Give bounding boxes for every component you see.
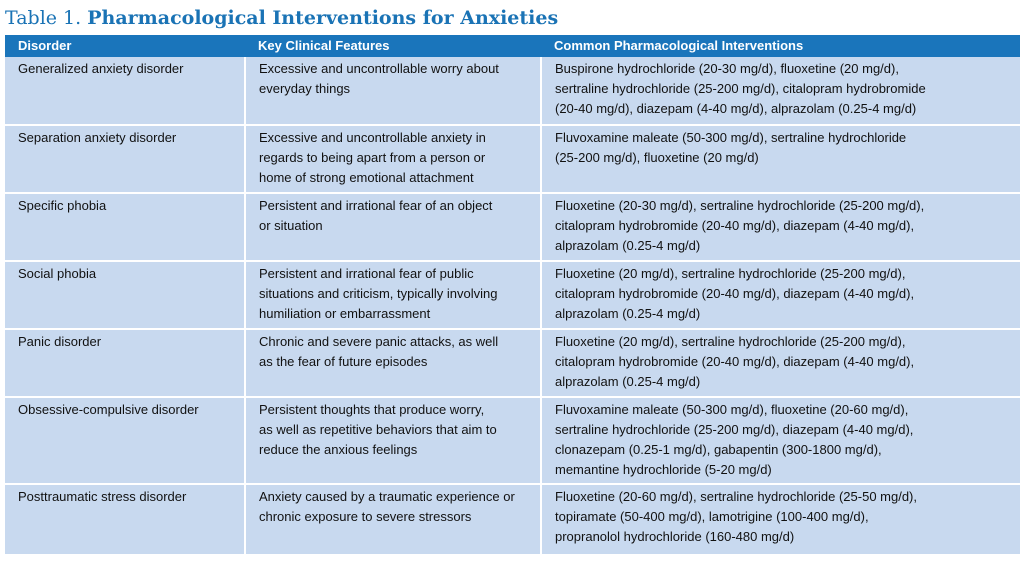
- features-cell: [245, 125, 541, 193]
- table-row: [5, 484, 1020, 554]
- table-title-text: Pharmacological Interventions for Anxieties: [87, 7, 559, 29]
- interventions-table: [5, 35, 1020, 554]
- features-line: Persistent and irrational fear of public: [259, 266, 474, 281]
- disorder-cell: [5, 484, 245, 554]
- interventions-line: Fluoxetine (20-30 mg/d), sertraline hydrochloride (25-200 mg/d),: [555, 198, 925, 213]
- interventions-cell: [541, 329, 1020, 397]
- interventions-cell: [541, 397, 1020, 484]
- header-disorder: Disorder: [5, 35, 245, 57]
- features-cell: [245, 329, 541, 397]
- header-features: Key Clinical Features: [245, 35, 541, 57]
- features-line: regards to being apart from a person or: [259, 150, 486, 165]
- features-cell: [245, 397, 541, 484]
- table-row: [5, 261, 1020, 329]
- interventions-line: propranolol hydrochloride (160-480 mg/d): [555, 529, 795, 544]
- features-line: Excessive and uncontrollable anxiety in: [259, 130, 486, 145]
- disorder-text: Posttraumatic stress disorder: [18, 489, 187, 504]
- interventions-line: Buspirone hydrochloride (20-30 mg/d), fluoxetine (20 mg/d),: [555, 61, 899, 76]
- interventions-line: alprazolam (0.25-4 mg/d): [555, 306, 701, 321]
- table-row: [5, 125, 1020, 193]
- disorder-text: Obsessive-compulsive disorder: [18, 402, 199, 417]
- features-line: Chronic and severe panic attacks, as well: [259, 334, 499, 349]
- features-line: reduce the anxious feelings: [259, 442, 418, 457]
- disorder-cell: [5, 397, 245, 484]
- interventions-line: Fluoxetine (20 mg/d), sertraline hydrochloride (25-200 mg/d),: [555, 334, 906, 349]
- features-line: as the fear of future episodes: [259, 354, 428, 369]
- features-cell: [245, 261, 541, 329]
- table-header-row: [5, 35, 1020, 57]
- interventions-line: alprazolam (0.25-4 mg/d): [555, 238, 701, 253]
- table-title: [5, 3, 558, 33]
- features-cell: [245, 57, 541, 125]
- interventions-line: sertraline hydrochloride (25-200 mg/d), diazepam (4-40 mg/d),: [555, 422, 914, 437]
- disorder-cell: [5, 261, 245, 329]
- interventions-line: Fluvoxamine maleate (50-300 mg/d), sertraline hydrochloride: [555, 130, 907, 145]
- disorder-text: Social phobia: [18, 266, 97, 281]
- interventions-line: citalopram hydrobromide (20-40 mg/d), diazepam (4-40 mg/d),: [555, 286, 915, 301]
- header-interventions: Common Pharmacological Interventions: [541, 35, 1020, 57]
- features-line: Anxiety caused by a traumatic experience or: [259, 489, 515, 504]
- features-line: home of strong emotional attachment: [259, 170, 474, 185]
- table-row: [5, 397, 1020, 484]
- disorder-text: Specific phobia: [18, 198, 107, 213]
- features-line: everyday things: [259, 81, 351, 96]
- features-line: or situation: [259, 218, 323, 233]
- disorder-text: Panic disorder: [18, 334, 102, 349]
- table-body: [5, 57, 1020, 554]
- interventions-line: alprazolam (0.25-4 mg/d): [555, 374, 701, 389]
- features-line: chronic exposure to severe stressors: [259, 509, 472, 524]
- interventions-line: clonazepam (0.25-1 mg/d), gabapentin (300-1800 mg/d),: [555, 442, 882, 457]
- features-cell: [245, 484, 541, 554]
- interventions-line: (20-40 mg/d), diazepam (4-40 mg/d), alprazolam (0.25-4 mg/d): [555, 101, 917, 116]
- table-row: [5, 193, 1020, 261]
- disorder-cell: [5, 193, 245, 261]
- features-cell: [245, 193, 541, 261]
- disorder-cell: [5, 125, 245, 193]
- interventions-line: Fluoxetine (20-60 mg/d), sertraline hydrochloride (25-50 mg/d),: [555, 489, 918, 504]
- features-line: Excessive and uncontrollable worry about: [259, 61, 499, 76]
- interventions-cell: [541, 57, 1020, 125]
- interventions-line: citalopram hydrobromide (20-40 mg/d), diazepam (4-40 mg/d),: [555, 218, 915, 233]
- features-line: Persistent thoughts that produce worry,: [259, 402, 485, 417]
- interventions-line: sertraline hydrochloride (25-200 mg/d), citalopram hydrobromide: [555, 81, 926, 96]
- interventions-line: (25-200 mg/d), fluoxetine (20 mg/d): [555, 150, 759, 165]
- features-line: Persistent and irrational fear of an object: [259, 198, 493, 213]
- interventions-line: topiramate (50-400 mg/d), lamotrigine (100-400 mg/d),: [555, 509, 869, 524]
- interventions-line: citalopram hydrobromide (20-40 mg/d), diazepam (4-40 mg/d),: [555, 354, 915, 369]
- interventions-cell: [541, 193, 1020, 261]
- disorder-cell: [5, 57, 245, 125]
- interventions-line: Fluoxetine (20 mg/d), sertraline hydrochloride (25-200 mg/d),: [555, 266, 906, 281]
- interventions-cell: [541, 125, 1020, 193]
- disorder-cell: [5, 329, 245, 397]
- table-row: [5, 329, 1020, 397]
- interventions-line: memantine hydrochloride (5-20 mg/d): [555, 462, 772, 477]
- disorder-text: Separation anxiety disorder: [18, 130, 177, 145]
- features-line: as well as repetitive behaviors that aim to: [259, 422, 497, 437]
- table-row: [5, 57, 1020, 125]
- interventions-line: Fluvoxamine maleate (50-300 mg/d), fluoxetine (20-60 mg/d),: [555, 402, 909, 417]
- interventions-cell: [541, 261, 1020, 329]
- disorder-text: Generalized anxiety disorder: [18, 61, 184, 76]
- features-line: humiliation or embarrassment: [259, 306, 431, 321]
- table-number: Table 1.: [5, 7, 82, 29]
- interventions-cell: [541, 484, 1020, 554]
- features-line: situations and criticism, typically involving: [259, 286, 498, 301]
